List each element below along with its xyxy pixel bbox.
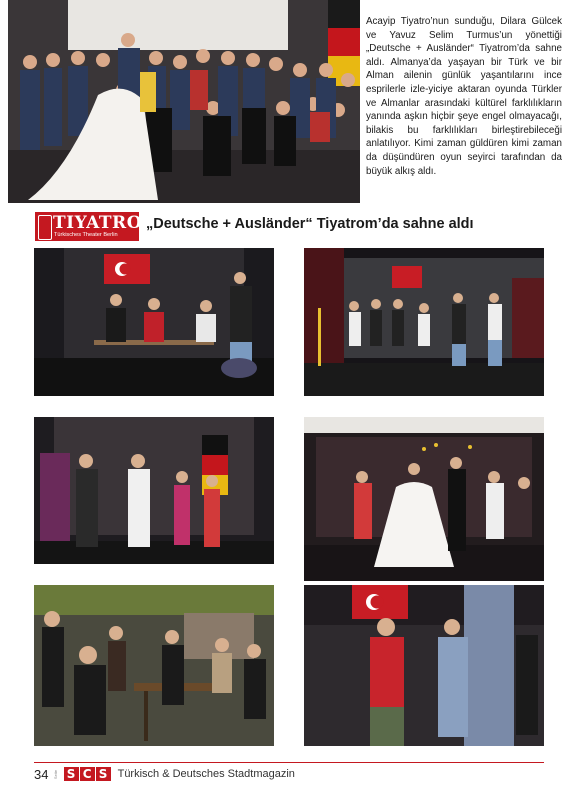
cast-group-photo	[8, 0, 360, 203]
photo-stage-german-flag-scene	[34, 417, 274, 564]
photo-stage-table-scene	[34, 248, 274, 396]
logo-name: TIYATROM	[53, 213, 162, 233]
tiyatrom-logo	[35, 212, 162, 241]
logo-subtitle: Türkisches Theater Berlin	[54, 232, 118, 238]
article-title: „Deutsche + Ausländer“ Tiyatrom’da sahne aldı	[146, 216, 474, 232]
photo-stage-lineup	[304, 248, 544, 396]
scs-logo	[64, 767, 112, 781]
photo-wedding-scene	[304, 417, 544, 581]
page-number: 34	[34, 766, 49, 782]
photo-comedy-scene	[304, 585, 544, 746]
photo-audience-cafe	[34, 585, 274, 746]
scs-letter: S	[64, 767, 79, 781]
magazine-name: Türkisch & Deutsches Stadtmagazin	[117, 768, 295, 780]
page-label: Seite	[53, 769, 59, 779]
page-footer	[34, 765, 295, 783]
scs-letter: S	[96, 767, 111, 781]
logo-mark-icon	[38, 215, 52, 240]
footer-divider	[34, 762, 544, 763]
scs-letter: C	[80, 767, 95, 781]
intro-paragraph: Acayip Tiyatro’nun sunduğu, Dilara Gülcek ve Yavuz Selim Turmus’un yönettiği „Deutsche + Ausländer“ Tiyatrom’da sahne aldı. Almanya’da yaşayan bir Türk ve bir Alman ailenin günlük yaşantılarını ince esprilerle izle-yiciye aktaran oyunda Türkler ve Almanlar arasındaki kültürel farklılıkların yanında aşkın hiçbir şeye engel olmayacağı, bilakis bu farklılıkları birleştirebileceği anlatılıyor. Kimi zaman güldüren kimi zaman da düşündüren oyun seyirci tarafından da büyük alkış aldı.	[366, 16, 562, 177]
